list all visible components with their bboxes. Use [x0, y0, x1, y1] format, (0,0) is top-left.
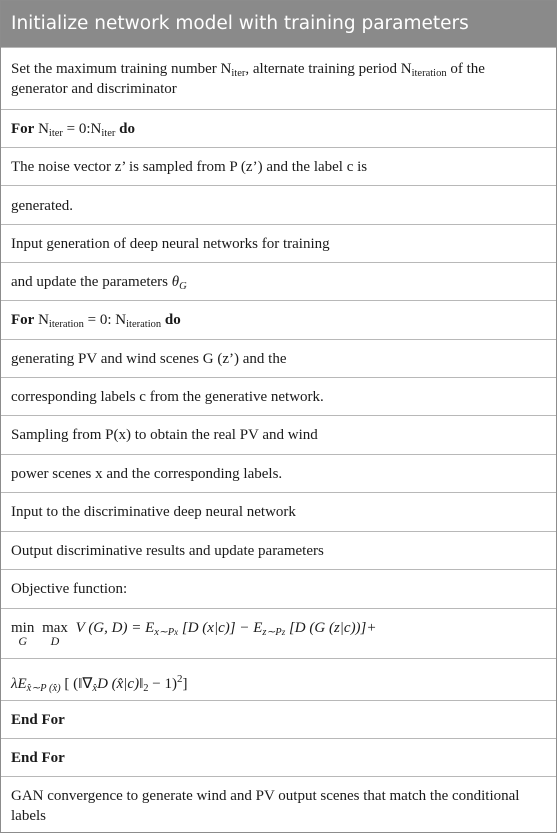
table-row [1, 262, 556, 300]
table-row [1, 47, 556, 109]
row-text: Set the maximum training number $N_{iter}$, alternate training period $N_{iteration}$ of the generator and discriminator [11, 61, 485, 97]
table-row [1, 738, 556, 776]
row-text: Input generation of deep neural networks for training [11, 236, 330, 252]
row-text: For $N_{iter}$ = $0:N_{iter}$ do [11, 121, 135, 139]
table-row [1, 492, 556, 531]
row-text: For $N_{iteration} = 0$: $N_{iteration}$ do [11, 312, 181, 330]
table-row [1, 415, 556, 454]
row-text: Sampling from P(x) to obtain the real PV and wind [11, 427, 318, 443]
table-row [1, 531, 556, 569]
table-row [1, 608, 556, 658]
row-text: The noise vector z’ is sampled from P (z’) and the label c is [11, 159, 368, 175]
table-row [1, 185, 556, 224]
table-row [1, 658, 556, 700]
table-row [1, 700, 556, 738]
row-text: generating PV and wind scenes G (z’) and the [11, 351, 287, 367]
row-text: Output discriminative results and update parameters [11, 543, 324, 559]
row-text: GAN convergence to generate wind and PV output scenes that match the conditional labels [11, 788, 520, 824]
row-text: generated. [11, 198, 74, 214]
row-text: and update the parameters $\theta_G$ [11, 274, 187, 292]
row-text: power scenes x and the corresponding labels. [11, 466, 283, 482]
table-row [1, 147, 556, 185]
row-text: Objective function: [11, 581, 128, 597]
table-row [1, 377, 556, 415]
row-text: Input to the discriminative deep neural network [11, 504, 296, 520]
penalty-equation: $\lambda E_{x̂\sim P (x̂)}$ [ ($‖\nabla_{x̂}D$ $(x̂|c)‖_2 - 1)^2$] [11, 673, 188, 694]
table-row [1, 776, 556, 834]
table-row [1, 109, 556, 147]
table-row [1, 569, 556, 608]
table-row [1, 454, 556, 492]
row-text: corresponding labels c from the generative network. [11, 389, 324, 405]
row-text: End For [11, 750, 65, 766]
row-text: End For [11, 712, 65, 728]
objective-equation: min G max D V (G, $D) = E_{x\sim Px}$ [D $(x|c)] - E_{z\sim Pz}$ [D (G (z|c))]+ [11, 620, 377, 648]
table-row [1, 300, 556, 339]
table-row [1, 339, 556, 377]
table-header: Initialize network model with training parameters [1, 1, 556, 47]
table-row [1, 224, 556, 262]
